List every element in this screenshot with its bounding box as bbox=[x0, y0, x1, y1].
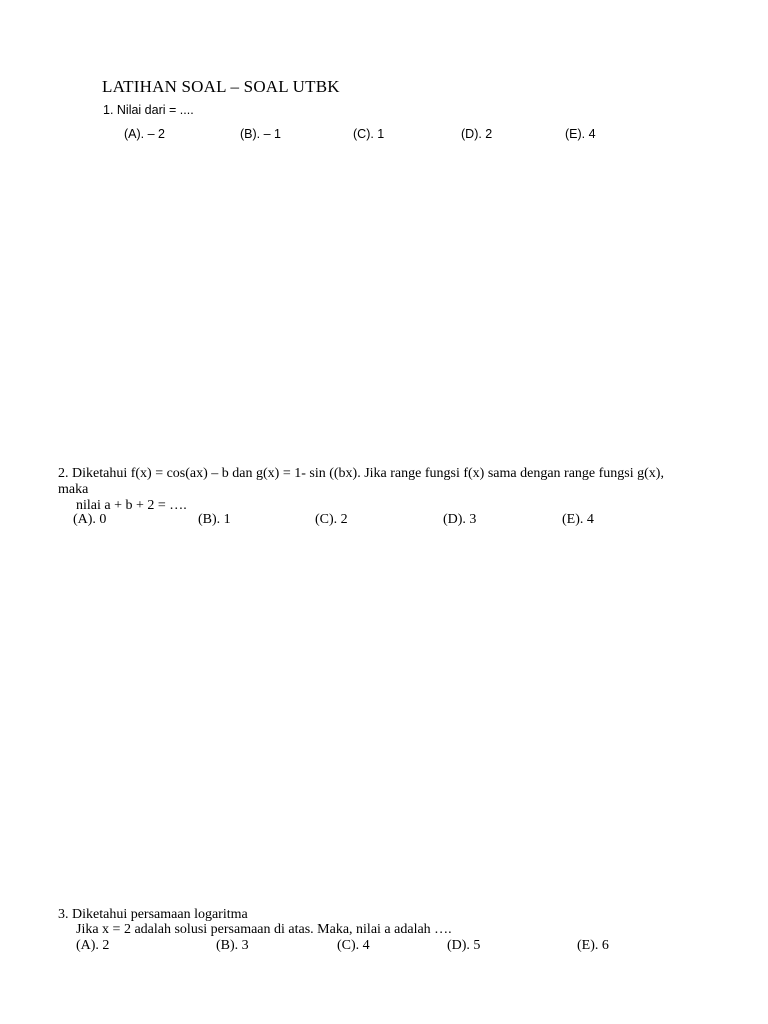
question-1-text: 1. Nilai dari = .... bbox=[103, 103, 194, 117]
question-3-option-d: (D). 5 bbox=[447, 938, 481, 953]
page-title: LATIHAN SOAL – SOAL UTBK bbox=[102, 77, 340, 96]
question-3-text-line-2: Jika x = 2 adalah solusi persamaan di atas. Maka, nilai a adalah …. bbox=[76, 922, 452, 937]
question-2-option-e: (E). 4 bbox=[562, 512, 594, 527]
question-3-text-line-1: 3. Diketahui persamaan logaritma bbox=[58, 907, 248, 922]
question-1-option-c: (C). 1 bbox=[353, 127, 385, 141]
question-2-text-line-2: maka bbox=[58, 482, 89, 497]
question-3-option-c: (C). 4 bbox=[337, 938, 370, 953]
question-1-option-a: (A). – 2 bbox=[124, 127, 165, 141]
question-2-option-d: (D). 3 bbox=[443, 512, 477, 527]
question-2-option-b: (B). 1 bbox=[198, 512, 231, 527]
question-3-option-b: (B). 3 bbox=[216, 938, 249, 953]
question-2-text-line-3: nilai a + b + 2 = …. bbox=[76, 498, 187, 513]
question-3-option-a: (A). 2 bbox=[76, 938, 110, 953]
question-2-text-line-1: 2. Diketahui f(x) = cos(ax) – b dan g(x) = 1- sin ((bx). Jika range fungsi f(x) sama dengan range fungsi g(x), bbox=[58, 466, 664, 481]
question-1-option-e: (E). 4 bbox=[565, 127, 596, 141]
question-1-option-b: (B). – 1 bbox=[240, 127, 281, 141]
question-2-option-a: (A). 0 bbox=[73, 512, 107, 527]
question-3-option-e: (E). 6 bbox=[577, 938, 609, 953]
question-1-option-d: (D). 2 bbox=[461, 127, 493, 141]
question-2-option-c: (C). 2 bbox=[315, 512, 348, 527]
